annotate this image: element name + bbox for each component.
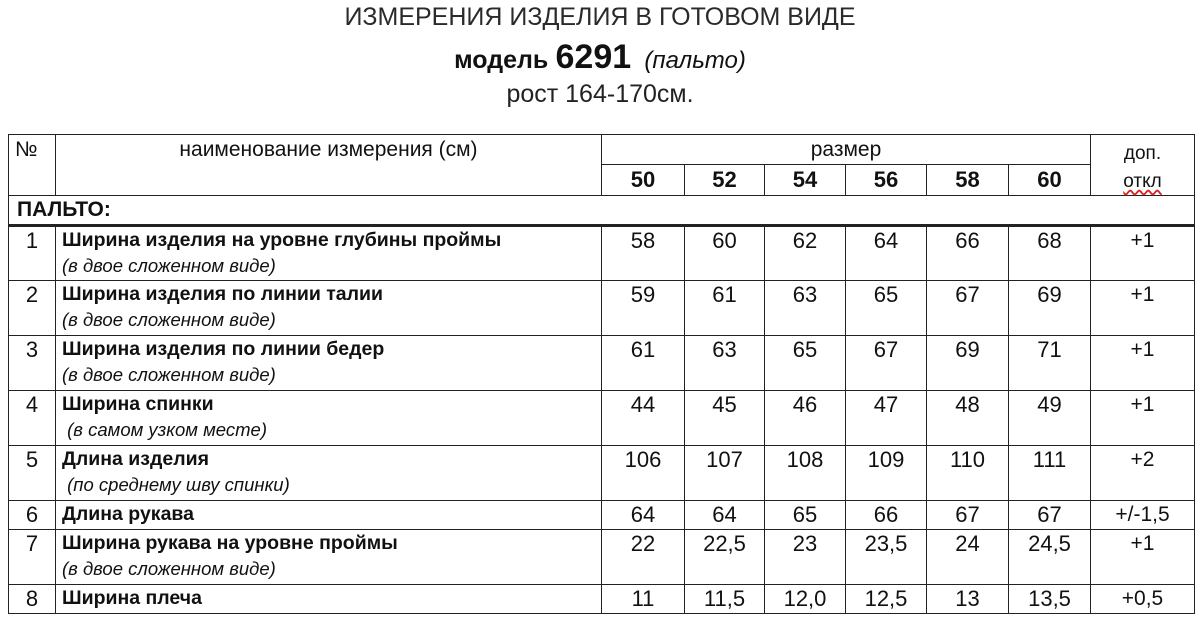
value-cell-size-54: 46 — [765, 391, 846, 446]
col-name-header: наименование измерения (см) — [56, 135, 602, 196]
row-number: 3 — [9, 336, 56, 391]
size-header-58: 58 — [927, 165, 1009, 196]
value-cell-size-56: 67 — [846, 336, 927, 391]
row-number: 8 — [9, 585, 56, 614]
tolerance-cell — [1091, 530, 1195, 585]
tolerance-value: +1 — [1130, 338, 1155, 361]
table-row — [9, 530, 1195, 585]
table-row — [9, 501, 1195, 530]
value-cell-size-60: 24,5 — [1009, 530, 1091, 585]
size-header-52: 52 — [685, 165, 765, 196]
value-cell-size-60: 49 — [1009, 391, 1091, 446]
value-cell-size-58: 67 — [927, 501, 1009, 530]
measurement-name-cell — [56, 530, 602, 585]
value-cell-size-60: 13,5 — [1009, 585, 1091, 614]
value-cell-size-60: 111 — [1009, 446, 1091, 501]
tolerance-value: +1 — [1130, 283, 1155, 306]
measurement-name: Длина изделия — [62, 448, 209, 470]
model-line — [0, 38, 1200, 77]
tolerance-value: +1 — [1130, 393, 1155, 416]
measurement-name: Ширина плеча — [62, 587, 202, 609]
value-cell-size-56: 66 — [846, 501, 927, 530]
value-cell-size-54: 108 — [765, 446, 846, 501]
measurement-name-cell — [56, 281, 602, 336]
measurement-name-cell — [56, 585, 602, 614]
value-cell-size-54: 62 — [765, 226, 846, 281]
value-cell-size-54: 23 — [765, 530, 846, 585]
value-cell-size-52: 64 — [685, 501, 765, 530]
measurement-name: Длина рукава — [62, 503, 194, 525]
table-body — [9, 135, 1195, 614]
row-number: 4 — [9, 391, 56, 446]
value-cell-size-58: 48 — [927, 391, 1009, 446]
table-row — [9, 336, 1195, 391]
table-row — [9, 585, 1195, 614]
document-title: ИЗМЕРЕНИЯ ИЗДЕЛИЯ В ГОТОВОМ ВИДЕ — [344, 3, 856, 31]
col-tolerance-header — [1091, 135, 1195, 196]
value-cell-size-58: 69 — [927, 336, 1009, 391]
size-header-60: 60 — [1009, 165, 1091, 196]
tolerance-cell — [1091, 585, 1195, 614]
measurement-note: (в двое сложенном виде) — [62, 255, 276, 276]
measurement-note: (в двое сложенном виде) — [62, 309, 276, 330]
value-cell-size-50: 22 — [602, 530, 685, 585]
tolerance-value: +/-1,5 — [1115, 503, 1170, 526]
value-cell-size-56: 12,5 — [846, 585, 927, 614]
size-header-54: 54 — [765, 165, 846, 196]
tolerance-value: +1 — [1130, 532, 1155, 555]
table-row — [9, 226, 1195, 281]
table-row — [9, 281, 1195, 336]
tolerance-cell — [1091, 226, 1195, 281]
measurement-name-cell — [56, 446, 602, 501]
measurement-name-cell — [56, 501, 602, 530]
measurements-table — [8, 134, 1195, 614]
measurement-name-cell — [56, 336, 602, 391]
table-row — [9, 446, 1195, 501]
measurement-note: (в двое сложенном виде) — [62, 558, 276, 579]
value-cell-size-58: 110 — [927, 446, 1009, 501]
value-cell-size-56: 64 — [846, 226, 927, 281]
value-cell-size-50: 59 — [602, 281, 685, 336]
tolerance-cell — [1091, 336, 1195, 391]
value-cell-size-50: 44 — [602, 391, 685, 446]
measurement-name: Ширина изделия на уровне глубины проймы — [62, 229, 502, 251]
section-label: ПАЛЬТО: — [9, 196, 1195, 226]
model-label: модель — [454, 46, 549, 74]
tolerance-header-line2: откл — [1123, 171, 1162, 192]
tolerance-header-line1: доп. — [1123, 143, 1162, 164]
measurement-note: (по среднему шву спинки) — [62, 474, 290, 495]
measurement-name: Ширина изделия по линии талии — [62, 283, 384, 305]
value-cell-size-52: 11,5 — [685, 585, 765, 614]
value-cell-size-52: 22,5 — [685, 530, 765, 585]
measurement-name: Ширина рукава на уровне проймы — [62, 532, 398, 554]
value-cell-size-60: 69 — [1009, 281, 1091, 336]
measurement-name: Ширина спинки — [62, 393, 214, 415]
row-number: 5 — [9, 446, 56, 501]
row-number: 6 — [9, 501, 56, 530]
tolerance-value: +0,5 — [1121, 587, 1164, 610]
tolerance-value: +1 — [1130, 229, 1155, 252]
value-cell-size-56: 65 — [846, 281, 927, 336]
tolerance-value: +2 — [1130, 448, 1155, 471]
value-cell-size-52: 45 — [685, 391, 765, 446]
col-num-header: № — [9, 135, 56, 196]
model-number: 6291 — [555, 38, 632, 76]
value-cell-size-60: 67 — [1009, 501, 1091, 530]
tolerance-cell — [1091, 391, 1195, 446]
model-kind: (пальто) — [644, 47, 746, 74]
measurement-name-cell — [56, 226, 602, 281]
value-cell-size-58: 24 — [927, 530, 1009, 585]
header-row — [9, 135, 1195, 165]
row-number: 7 — [9, 530, 56, 585]
value-cell-size-60: 68 — [1009, 226, 1091, 281]
size-header-56: 56 — [846, 165, 927, 196]
size-header-50: 50 — [602, 165, 685, 196]
height-range: рост 164-170см. — [506, 80, 694, 108]
row-number: 1 — [9, 226, 56, 281]
value-cell-size-54: 65 — [765, 501, 846, 530]
value-cell-size-52: 107 — [685, 446, 765, 501]
measurement-note: (в двое сложенном виде) — [62, 364, 276, 385]
value-cell-size-54: 12,0 — [765, 585, 846, 614]
row-number: 2 — [9, 281, 56, 336]
value-cell-size-58: 66 — [927, 226, 1009, 281]
tolerance-cell — [1091, 281, 1195, 336]
tolerance-cell — [1091, 501, 1195, 530]
value-cell-size-56: 109 — [846, 446, 927, 501]
measurement-note: (в самом узком месте) — [62, 419, 267, 440]
value-cell-size-50: 58 — [602, 226, 685, 281]
value-cell-size-50: 106 — [602, 446, 685, 501]
table-row — [9, 391, 1195, 446]
value-cell-size-54: 65 — [765, 336, 846, 391]
value-cell-size-52: 63 — [685, 336, 765, 391]
value-cell-size-52: 61 — [685, 281, 765, 336]
value-cell-size-60: 71 — [1009, 336, 1091, 391]
value-cell-size-54: 63 — [765, 281, 846, 336]
value-cell-size-56: 47 — [846, 391, 927, 446]
value-cell-size-58: 13 — [927, 585, 1009, 614]
measurement-name: Ширина изделия по линии бедер — [62, 338, 385, 360]
value-cell-size-52: 60 — [685, 226, 765, 281]
value-cell-size-50: 11 — [602, 585, 685, 614]
value-cell-size-50: 61 — [602, 336, 685, 391]
section-row — [9, 196, 1195, 226]
value-cell-size-58: 67 — [927, 281, 1009, 336]
value-cell-size-56: 23,5 — [846, 530, 927, 585]
value-cell-size-50: 64 — [602, 501, 685, 530]
measurement-name-cell — [56, 391, 602, 446]
col-size-header: размер — [602, 135, 1091, 165]
tolerance-cell — [1091, 446, 1195, 501]
